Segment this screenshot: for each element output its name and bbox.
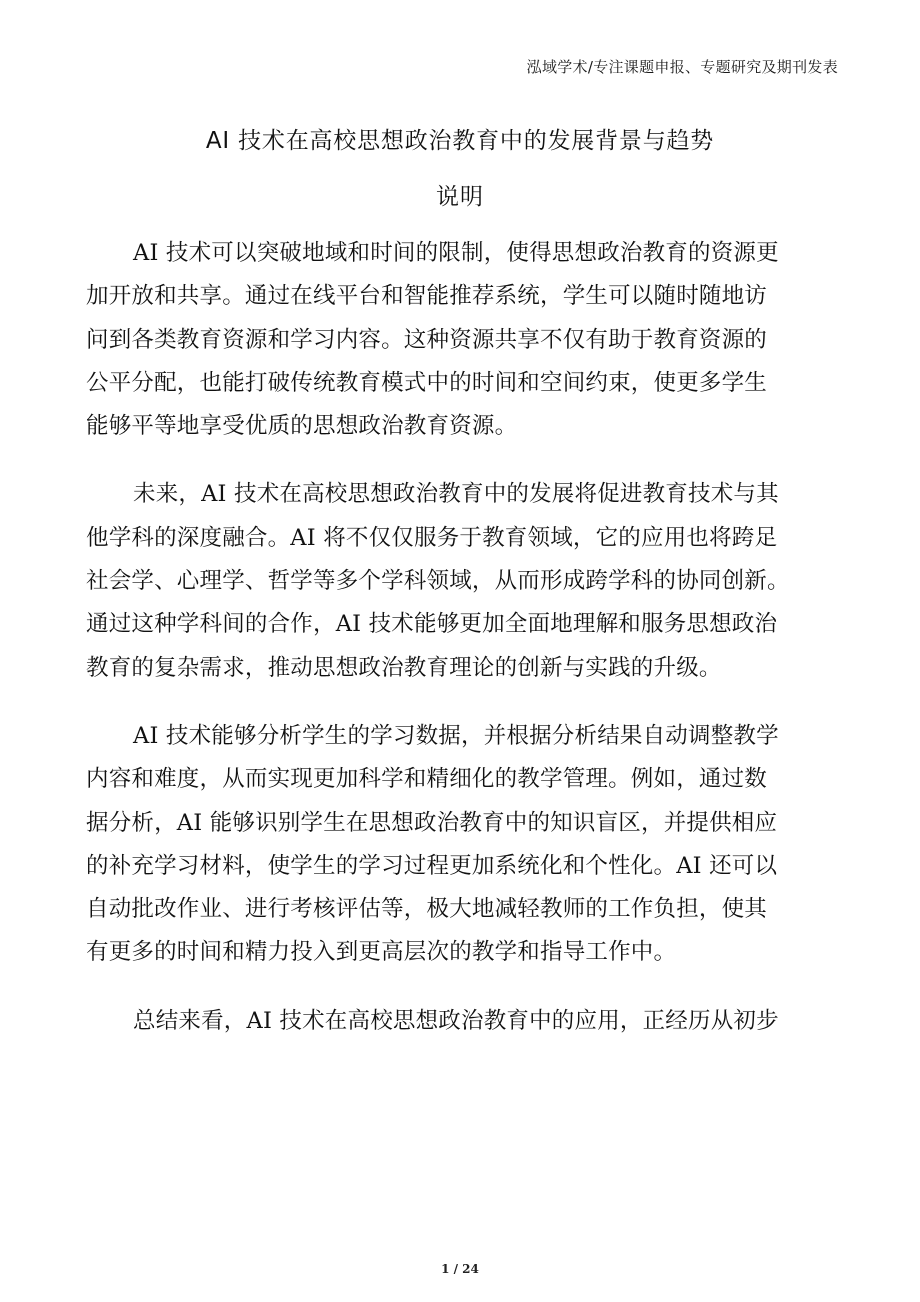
document-title: AI 技术在高校思想政治教育中的发展背景与趋势 <box>205 128 715 154</box>
document-body <box>86 232 846 1068</box>
paragraph <box>86 1000 846 1043</box>
paragraph-line: 教育的复杂需求，推动思想政治教育理论的创新与实践的升级。 <box>86 654 722 681</box>
paragraph-line: 社会学、心理学、哲学等多个学科领域，从而形成跨学科的协同创新。 <box>86 568 790 595</box>
paragraph-line: 他学科的深度融合。AI 将不仅仅服务于教育领域，它的应用也将跨足 <box>86 524 778 551</box>
paragraph <box>86 715 846 975</box>
paragraph-line: 的补充学习材料，使学生的学习过程更加系统化和个性化。AI 还可以 <box>86 852 778 879</box>
paragraph-line: AI 技术能够分析学生的学习数据，并根据分析结果自动调整教学 <box>133 722 779 749</box>
paragraph-line: 总结来看，AI 技术在高校思想政治教育中的应用，正经历从初步 <box>133 1007 779 1034</box>
document-subtitle: 说明 <box>436 184 484 210</box>
paragraph-line: 内容和难度，从而实现更加科学和精细化的教学管理。例如，通过数 <box>86 766 768 793</box>
page-number: 1 / 24 <box>441 1262 479 1276</box>
paragraph-line: 公平分配，也能打破传统教育模式中的时间和空间约束，使更多学生 <box>86 369 768 396</box>
page-header: 泓域学术/专注课题申报、专题研究及期刊发表 <box>526 58 838 76</box>
paragraph-line: 通过这种学科间的合作，AI 技术能够更加全面地理解和服务思想政治 <box>86 611 778 638</box>
paragraph-line: 自动批改作业、进行考核评估等，极大地减轻教师的工作负担，使其 <box>86 896 768 923</box>
paragraph-line: 加开放和共享。通过在线平台和智能推荐系统，学生可以随时随地访 <box>86 283 768 310</box>
paragraph-line: 有更多的时间和精力投入到更高层次的教学和指导工作中。 <box>86 939 677 966</box>
paragraph <box>86 232 846 448</box>
paragraph-line: 据分析，AI 能够识别学生在思想政治教育中的知识盲区，并提供相应 <box>86 809 778 836</box>
paragraph-line: 未来，AI 技术在高校思想政治教育中的发展将促进教育技术与其 <box>133 481 779 508</box>
paragraph-line: 能够平等地享受优质的思想政治教育资源。 <box>86 413 518 440</box>
paragraph-line: 问到各类教育资源和学习内容。这种资源共享不仅有助于教育资源的 <box>86 326 768 353</box>
paragraph-line: AI 技术可以突破地域和时间的限制，使得思想政治教育的资源更 <box>133 240 779 266</box>
paragraph <box>86 473 846 689</box>
